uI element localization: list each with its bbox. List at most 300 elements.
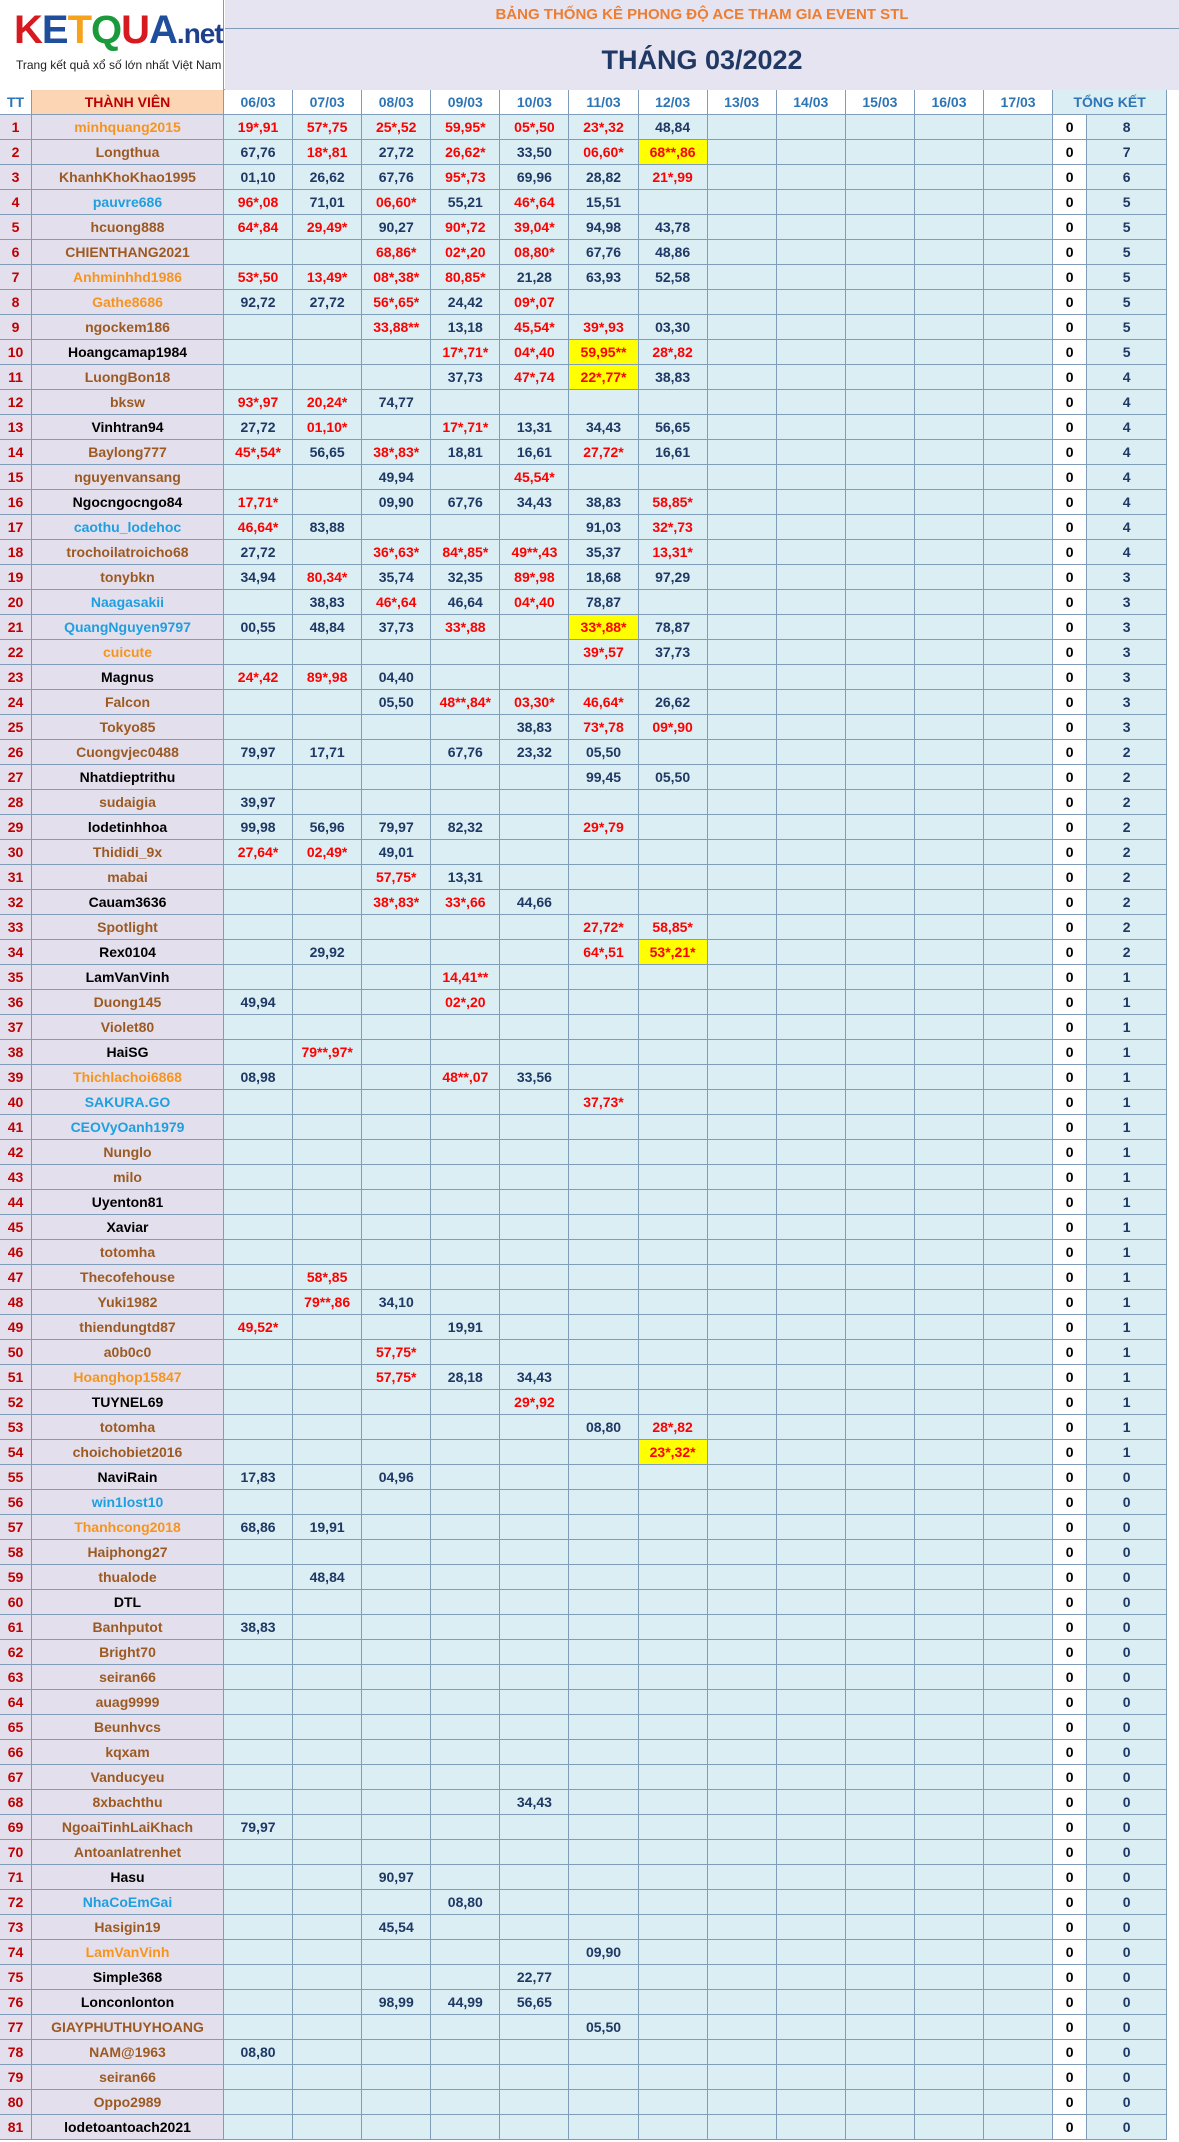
value-cell bbox=[293, 1165, 362, 1190]
value-cell bbox=[500, 1840, 569, 1865]
value-cell bbox=[846, 1440, 915, 1465]
value-cell bbox=[293, 365, 362, 390]
zero-cell: 0 bbox=[1053, 940, 1087, 965]
zero-cell: 0 bbox=[1053, 165, 1087, 190]
value-cell bbox=[639, 2115, 708, 2140]
total-cell: 0 bbox=[1087, 1940, 1167, 1965]
value-cell bbox=[431, 390, 500, 415]
value-cell bbox=[639, 1265, 708, 1290]
zero-cell: 0 bbox=[1053, 1990, 1087, 2015]
value-cell: 45,54* bbox=[500, 315, 569, 340]
member-name: Spotlight bbox=[32, 915, 224, 940]
value-cell bbox=[293, 865, 362, 890]
zero-cell: 0 bbox=[1053, 1065, 1087, 1090]
value-cell bbox=[362, 990, 431, 1015]
value-cell bbox=[500, 1265, 569, 1290]
value-cell bbox=[362, 365, 431, 390]
value-cell bbox=[777, 2015, 846, 2040]
value-cell bbox=[639, 1040, 708, 1065]
value-cell bbox=[569, 1965, 638, 1990]
value-cell bbox=[293, 1615, 362, 1640]
row-number: 7 bbox=[0, 265, 32, 290]
value-cell: 83,88 bbox=[293, 515, 362, 540]
value-cell bbox=[708, 1865, 777, 1890]
value-cell bbox=[569, 965, 638, 990]
value-cell bbox=[500, 2015, 569, 2040]
value-cell bbox=[846, 1015, 915, 1040]
member-name: Thanhcong2018 bbox=[32, 1515, 224, 1540]
value-cell bbox=[362, 1090, 431, 1115]
value-cell: 33*,88* bbox=[569, 615, 638, 640]
value-cell: 79**,97* bbox=[293, 1040, 362, 1065]
value-cell bbox=[915, 1065, 984, 1090]
value-cell bbox=[846, 1415, 915, 1440]
zero-cell: 0 bbox=[1053, 2040, 1087, 2065]
zero-cell: 0 bbox=[1053, 415, 1087, 440]
row-number: 48 bbox=[0, 1290, 32, 1315]
member-name: 8xbachthu bbox=[32, 1790, 224, 1815]
value-cell bbox=[639, 1715, 708, 1740]
member-name: trochoilatroicho68 bbox=[32, 540, 224, 565]
zero-cell: 0 bbox=[1053, 990, 1087, 1015]
value-cell: 80,34* bbox=[293, 565, 362, 590]
value-cell bbox=[569, 1240, 638, 1265]
value-cell bbox=[777, 1565, 846, 1590]
value-cell bbox=[708, 340, 777, 365]
total-cell: 1 bbox=[1087, 1415, 1167, 1440]
member-name: Thichlachoi6868 bbox=[32, 1065, 224, 1090]
value-cell: 49,52* bbox=[224, 1315, 293, 1340]
value-cell bbox=[777, 1665, 846, 1690]
date-header: 12/03 bbox=[639, 90, 708, 115]
value-cell bbox=[984, 1240, 1053, 1265]
total-cell: 5 bbox=[1087, 290, 1167, 315]
value-cell bbox=[224, 1215, 293, 1240]
value-cell: 08,80 bbox=[224, 2040, 293, 2065]
total-cell: 2 bbox=[1087, 840, 1167, 865]
value-cell bbox=[293, 1540, 362, 1565]
value-cell bbox=[777, 1515, 846, 1540]
value-cell bbox=[362, 1640, 431, 1665]
value-cell bbox=[846, 1640, 915, 1665]
value-cell bbox=[915, 1215, 984, 1240]
value-cell bbox=[224, 1015, 293, 1040]
total-cell: 0 bbox=[1087, 1815, 1167, 1840]
value-cell bbox=[708, 565, 777, 590]
value-cell bbox=[915, 1690, 984, 1715]
value-cell: 09,90 bbox=[569, 1940, 638, 1965]
value-cell bbox=[708, 365, 777, 390]
value-cell bbox=[777, 1915, 846, 1940]
value-cell bbox=[984, 1615, 1053, 1640]
value-cell bbox=[984, 165, 1053, 190]
value-cell bbox=[639, 1190, 708, 1215]
value-cell bbox=[224, 1165, 293, 1190]
sheet-title: BẢNG THỐNG KÊ PHONG ĐỘ ACE THAM GIA EVENT STL bbox=[225, 0, 1179, 29]
value-cell bbox=[708, 1515, 777, 1540]
value-cell bbox=[708, 415, 777, 440]
value-cell bbox=[846, 290, 915, 315]
value-cell: 48**,84* bbox=[431, 690, 500, 715]
value-cell bbox=[500, 2040, 569, 2065]
value-cell bbox=[569, 1165, 638, 1190]
value-cell bbox=[777, 290, 846, 315]
value-cell bbox=[639, 665, 708, 690]
value-cell bbox=[431, 640, 500, 665]
value-cell bbox=[639, 1740, 708, 1765]
value-cell bbox=[293, 1640, 362, 1665]
value-cell bbox=[293, 2015, 362, 2040]
value-cell bbox=[915, 1365, 984, 1390]
zero-cell: 0 bbox=[1053, 315, 1087, 340]
value-cell bbox=[777, 365, 846, 390]
value-cell: 53*,21* bbox=[639, 940, 708, 965]
value-cell bbox=[777, 315, 846, 340]
value-cell bbox=[639, 2065, 708, 2090]
value-cell bbox=[431, 1965, 500, 1990]
member-name: Vinhtran94 bbox=[32, 415, 224, 440]
total-cell: 7 bbox=[1087, 140, 1167, 165]
value-cell bbox=[708, 1315, 777, 1340]
row-number: 14 bbox=[0, 440, 32, 465]
value-cell: 17,83 bbox=[224, 1465, 293, 1490]
value-cell bbox=[500, 1765, 569, 1790]
value-cell bbox=[293, 1115, 362, 1140]
member-name: totomha bbox=[32, 1240, 224, 1265]
member-name: Violet80 bbox=[32, 1015, 224, 1040]
value-cell bbox=[777, 1290, 846, 1315]
member-name: Rex0104 bbox=[32, 940, 224, 965]
value-cell bbox=[984, 1665, 1053, 1690]
value-cell: 49,94 bbox=[362, 465, 431, 490]
value-cell bbox=[846, 2115, 915, 2140]
value-cell bbox=[224, 2015, 293, 2040]
value-cell bbox=[362, 1965, 431, 1990]
value-cell bbox=[708, 765, 777, 790]
value-cell bbox=[362, 1615, 431, 1640]
value-cell bbox=[984, 890, 1053, 915]
value-cell: 33,88** bbox=[362, 315, 431, 340]
value-cell: 67,76 bbox=[431, 740, 500, 765]
value-cell: 27,72 bbox=[224, 540, 293, 565]
row-number: 47 bbox=[0, 1265, 32, 1290]
row-number: 20 bbox=[0, 590, 32, 615]
value-cell bbox=[846, 1840, 915, 1865]
value-cell bbox=[639, 1790, 708, 1815]
value-cell bbox=[708, 1440, 777, 1465]
member-name: CEOVyOanh1979 bbox=[32, 1115, 224, 1140]
zero-cell: 0 bbox=[1053, 1465, 1087, 1490]
total-cell: 1 bbox=[1087, 1065, 1167, 1090]
value-cell bbox=[569, 1390, 638, 1415]
value-cell bbox=[777, 165, 846, 190]
value-cell: 04*,40 bbox=[500, 590, 569, 615]
value-cell bbox=[846, 790, 915, 815]
value-cell bbox=[984, 715, 1053, 740]
value-cell bbox=[224, 1990, 293, 2015]
member-name: Tokyo85 bbox=[32, 715, 224, 740]
value-cell bbox=[293, 490, 362, 515]
value-cell: 59,95** bbox=[569, 340, 638, 365]
value-cell bbox=[569, 840, 638, 865]
value-cell bbox=[569, 1515, 638, 1540]
value-cell bbox=[708, 1765, 777, 1790]
month-title: THÁNG 03/2022 bbox=[601, 45, 803, 75]
value-cell: 71,01 bbox=[293, 190, 362, 215]
value-cell: 48**,07 bbox=[431, 1065, 500, 1090]
value-cell bbox=[846, 215, 915, 240]
total-cell: 0 bbox=[1087, 1565, 1167, 1590]
value-cell bbox=[846, 1940, 915, 1965]
member-name: Ngocngocngo84 bbox=[32, 490, 224, 515]
value-cell: 34,43 bbox=[569, 415, 638, 440]
value-cell bbox=[708, 1615, 777, 1640]
value-cell bbox=[846, 1390, 915, 1415]
value-cell bbox=[708, 115, 777, 140]
value-cell bbox=[915, 1990, 984, 2015]
value-cell bbox=[362, 415, 431, 440]
value-cell bbox=[639, 1365, 708, 1390]
value-cell bbox=[777, 1140, 846, 1165]
total-cell: 0 bbox=[1087, 2040, 1167, 2065]
value-cell bbox=[293, 1965, 362, 1990]
value-cell bbox=[639, 1240, 708, 1265]
total-cell: 1 bbox=[1087, 1140, 1167, 1165]
member-name: choichobiet2016 bbox=[32, 1440, 224, 1465]
value-cell bbox=[431, 1640, 500, 1665]
value-cell bbox=[708, 1565, 777, 1590]
value-cell bbox=[639, 890, 708, 915]
value-cell bbox=[431, 1940, 500, 1965]
value-cell bbox=[224, 2090, 293, 2115]
total-cell: 1 bbox=[1087, 1265, 1167, 1290]
zero-cell: 0 bbox=[1053, 565, 1087, 590]
value-cell bbox=[500, 2115, 569, 2140]
value-cell: 13,49* bbox=[293, 265, 362, 290]
member-name: mabai bbox=[32, 865, 224, 890]
value-cell bbox=[777, 1390, 846, 1415]
member-name: Antoanlatrenhet bbox=[32, 1840, 224, 1865]
value-cell bbox=[984, 1115, 1053, 1140]
value-cell bbox=[708, 940, 777, 965]
value-cell bbox=[984, 1365, 1053, 1390]
value-cell: 09*,07 bbox=[500, 290, 569, 315]
value-cell: 04,40 bbox=[362, 665, 431, 690]
total-cell: 4 bbox=[1087, 365, 1167, 390]
total-cell: 0 bbox=[1087, 1515, 1167, 1540]
value-cell bbox=[708, 640, 777, 665]
value-cell bbox=[708, 140, 777, 165]
value-cell bbox=[708, 815, 777, 840]
value-cell: 24,42 bbox=[431, 290, 500, 315]
value-cell: 68,86 bbox=[224, 1515, 293, 1540]
member-name: Simple368 bbox=[32, 1965, 224, 1990]
value-cell bbox=[777, 1865, 846, 1890]
total-cell: 0 bbox=[1087, 2115, 1167, 2140]
row-number: 13 bbox=[0, 415, 32, 440]
zero-cell: 0 bbox=[1053, 465, 1087, 490]
value-cell bbox=[846, 615, 915, 640]
value-cell: 79**,86 bbox=[293, 1290, 362, 1315]
value-cell bbox=[984, 1315, 1053, 1340]
zero-cell: 0 bbox=[1053, 490, 1087, 515]
value-cell bbox=[708, 465, 777, 490]
tt-header: TT bbox=[0, 90, 32, 115]
total-cell: 0 bbox=[1087, 1615, 1167, 1640]
member-name: TUYNEL69 bbox=[32, 1390, 224, 1415]
row-number: 44 bbox=[0, 1190, 32, 1215]
value-cell: 21,28 bbox=[500, 265, 569, 290]
value-cell: 46*,64 bbox=[500, 190, 569, 215]
value-cell bbox=[984, 690, 1053, 715]
zero-cell: 0 bbox=[1053, 290, 1087, 315]
value-cell bbox=[777, 590, 846, 615]
value-cell: 08,80 bbox=[569, 1415, 638, 1440]
value-cell bbox=[224, 1740, 293, 1765]
value-cell bbox=[362, 765, 431, 790]
total-cell: 0 bbox=[1087, 1490, 1167, 1515]
row-number: 72 bbox=[0, 1890, 32, 1915]
value-cell bbox=[915, 590, 984, 615]
member-name: NaviRain bbox=[32, 1465, 224, 1490]
value-cell bbox=[500, 965, 569, 990]
value-cell bbox=[224, 1040, 293, 1065]
value-cell bbox=[777, 1365, 846, 1390]
row-number: 77 bbox=[0, 2015, 32, 2040]
value-cell bbox=[639, 1290, 708, 1315]
value-cell bbox=[224, 2115, 293, 2140]
row-number: 4 bbox=[0, 190, 32, 215]
value-cell bbox=[362, 940, 431, 965]
value-cell bbox=[984, 440, 1053, 465]
value-cell: 18*,81 bbox=[293, 140, 362, 165]
value-cell: 99,45 bbox=[569, 765, 638, 790]
value-cell bbox=[846, 1815, 915, 1840]
value-cell bbox=[500, 2090, 569, 2115]
value-cell: 28,82 bbox=[569, 165, 638, 190]
value-cell bbox=[915, 790, 984, 815]
value-cell bbox=[846, 1790, 915, 1815]
member-name: tonybkn bbox=[32, 565, 224, 590]
total-cell: 3 bbox=[1087, 640, 1167, 665]
value-cell bbox=[500, 1615, 569, 1640]
value-cell bbox=[777, 2040, 846, 2065]
member-name: SAKURA.GO bbox=[32, 1090, 224, 1115]
value-cell bbox=[915, 565, 984, 590]
zero-cell: 0 bbox=[1053, 1740, 1087, 1765]
value-cell bbox=[777, 2115, 846, 2140]
value-cell bbox=[362, 1440, 431, 1465]
date-header: 11/03 bbox=[569, 90, 638, 115]
value-cell bbox=[708, 390, 777, 415]
value-cell bbox=[984, 465, 1053, 490]
value-cell bbox=[984, 1690, 1053, 1715]
value-cell bbox=[293, 1740, 362, 1765]
value-cell bbox=[915, 165, 984, 190]
total-cell: 0 bbox=[1087, 1715, 1167, 1740]
value-cell bbox=[846, 1965, 915, 1990]
value-cell bbox=[777, 2065, 846, 2090]
value-cell: 44,99 bbox=[431, 1990, 500, 2015]
value-cell bbox=[431, 1490, 500, 1515]
row-number: 40 bbox=[0, 1090, 32, 1115]
value-cell bbox=[639, 1665, 708, 1690]
total-cell: 2 bbox=[1087, 865, 1167, 890]
value-cell bbox=[846, 815, 915, 840]
value-cell bbox=[362, 2015, 431, 2040]
value-cell bbox=[293, 1690, 362, 1715]
value-cell bbox=[846, 1340, 915, 1365]
value-cell bbox=[224, 1365, 293, 1390]
row-number: 45 bbox=[0, 1215, 32, 1240]
value-cell: 49**,43 bbox=[500, 540, 569, 565]
value-cell bbox=[777, 1340, 846, 1365]
value-cell bbox=[777, 665, 846, 690]
value-cell bbox=[293, 1440, 362, 1465]
total-cell: 0 bbox=[1087, 1765, 1167, 1790]
value-cell bbox=[915, 1315, 984, 1340]
value-cell bbox=[639, 1115, 708, 1140]
value-cell: 08,98 bbox=[224, 1065, 293, 1090]
value-cell bbox=[777, 740, 846, 765]
member-name: thiendungtd87 bbox=[32, 1315, 224, 1340]
total-cell: 0 bbox=[1087, 1790, 1167, 1815]
row-number: 28 bbox=[0, 790, 32, 815]
value-cell bbox=[915, 1415, 984, 1440]
total-cell: 1 bbox=[1087, 1165, 1167, 1190]
member-name: Uyenton81 bbox=[32, 1190, 224, 1215]
total-cell: 4 bbox=[1087, 415, 1167, 440]
member-name: pauvre686 bbox=[32, 190, 224, 215]
member-name: Falcon bbox=[32, 690, 224, 715]
value-cell: 23,32 bbox=[500, 740, 569, 765]
value-cell bbox=[984, 415, 1053, 440]
zero-cell: 0 bbox=[1053, 2015, 1087, 2040]
ketqua-logo[interactable]: KETQUA.net bbox=[14, 8, 223, 52]
value-cell bbox=[915, 1390, 984, 1415]
value-cell bbox=[431, 465, 500, 490]
value-cell bbox=[569, 1040, 638, 1065]
zero-cell: 0 bbox=[1053, 1865, 1087, 1890]
zero-cell: 0 bbox=[1053, 140, 1087, 165]
value-cell bbox=[708, 1965, 777, 1990]
row-number: 46 bbox=[0, 1240, 32, 1265]
value-cell bbox=[846, 1990, 915, 2015]
value-cell bbox=[708, 540, 777, 565]
value-cell: 97,29 bbox=[639, 565, 708, 590]
value-cell bbox=[915, 1615, 984, 1640]
value-cell bbox=[293, 1415, 362, 1440]
value-cell bbox=[708, 165, 777, 190]
member-name: Nhatdieptrithu bbox=[32, 765, 224, 790]
row-number: 29 bbox=[0, 815, 32, 840]
value-cell: 16,61 bbox=[500, 440, 569, 465]
member-name: Xaviar bbox=[32, 1215, 224, 1240]
value-cell bbox=[362, 2090, 431, 2115]
value-cell: 09,90 bbox=[362, 490, 431, 515]
value-cell bbox=[224, 1940, 293, 1965]
value-cell: 27,72 bbox=[224, 415, 293, 440]
value-cell bbox=[846, 715, 915, 740]
value-cell bbox=[639, 1015, 708, 1040]
total-cell: 3 bbox=[1087, 715, 1167, 740]
row-number: 6 bbox=[0, 240, 32, 265]
value-cell bbox=[431, 1815, 500, 1840]
total-cell: 3 bbox=[1087, 615, 1167, 640]
value-cell bbox=[777, 1040, 846, 1065]
value-cell: 90*,72 bbox=[431, 215, 500, 240]
value-cell bbox=[293, 2040, 362, 2065]
